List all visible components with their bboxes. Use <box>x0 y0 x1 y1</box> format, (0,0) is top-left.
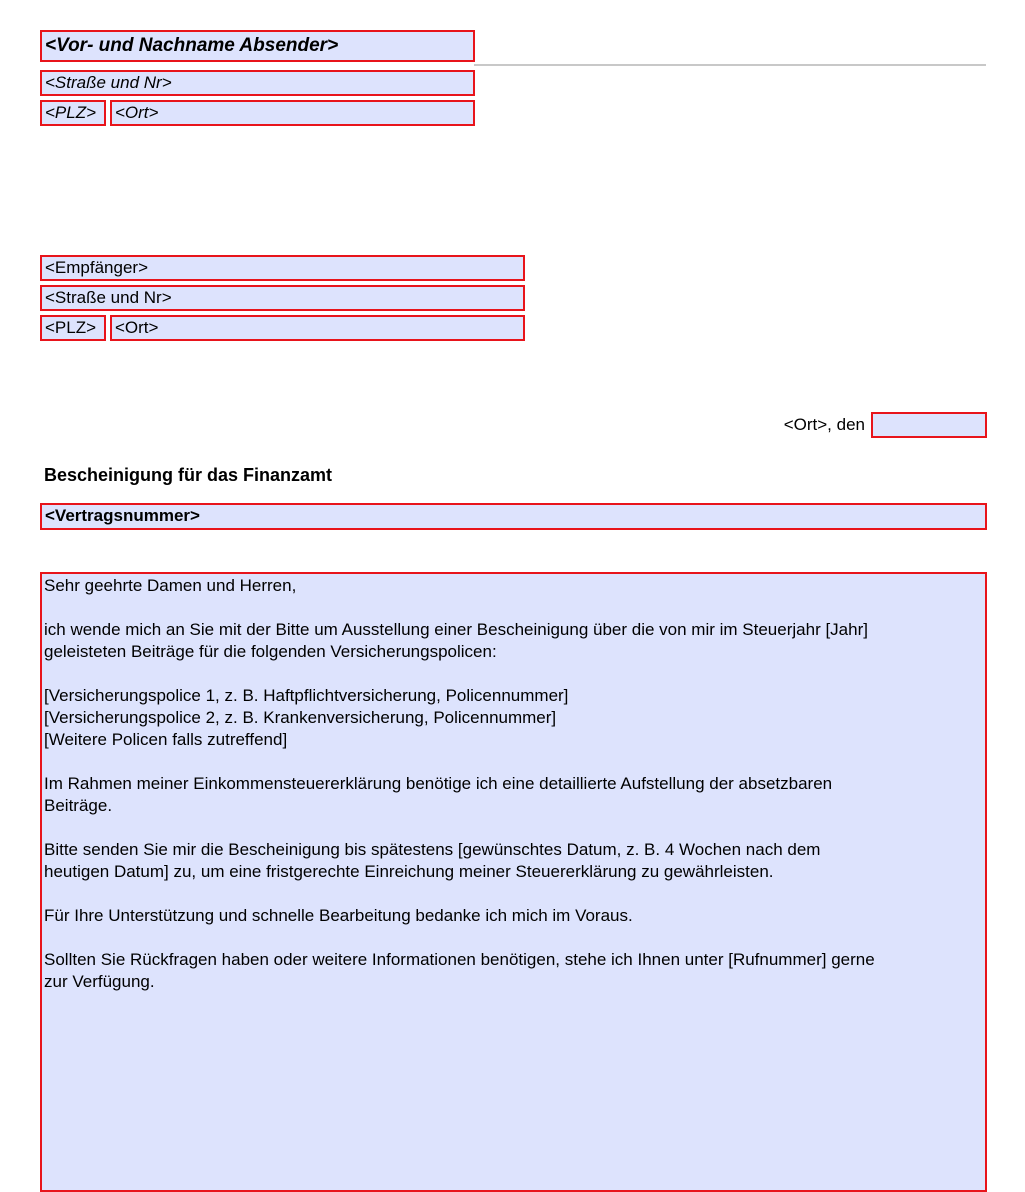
sender-street-field[interactable]: <Straße und Nr> <box>40 70 475 96</box>
place-date-label: <Ort>, den <box>783 415 865 434</box>
body-paragraph-tax-return: Im Rahmen meiner Einkommensteuererklärung benötige ich eine detaillierte Aufstellung der absetzbaren Beiträge. <box>44 774 833 815</box>
body-paragraph-deadline: Bitte senden Sie mir die Bescheinigung bis spätestens [gewünschtes Datum, z. B. 4 Wochen nach dem heutigen Datum] zu, um eine fristgerechte Einreichung meiner Steuererklärung zu gewährleisten. <box>44 840 821 881</box>
sender-city-field[interactable]: <Ort> <box>110 100 475 126</box>
recipient-zip-field[interactable]: <PLZ> <box>40 315 106 341</box>
letter-body-field[interactable] <box>40 572 987 1192</box>
body-paragraph-thanks: Für Ihre Unterstützung und schnelle Bearbeitung bedanke ich mich im Voraus. <box>44 906 633 925</box>
body-paragraph-policies: [Versicherungspolice 1, z. B. Haftpflichtversicherung, Policennummer] [Versicherungspolice 2, z. B. Krankenversicherung, Policennummer] [Weitere Policen falls zutreffend] <box>44 686 569 749</box>
body-paragraph-contact: Sollten Sie Rückfragen haben oder weitere Informationen benötigen, stehe ich Ihnen unter [Rufnummer] gerne zur Verfügung. <box>44 950 875 991</box>
sender-name-field[interactable]: <Vor- und Nachname Absender> <box>40 30 475 62</box>
salutation: Sehr geehrte Damen und Herren, <box>44 576 297 595</box>
sender-zip-field[interactable]: <PLZ> <box>40 100 106 126</box>
contract-number-field[interactable]: <Vertragsnummer> <box>40 503 987 530</box>
date-field[interactable] <box>871 412 987 438</box>
body-paragraph-request: ich wende mich an Sie mit der Bitte um Ausstellung einer Bescheinigung über die von mir im Steuerjahr [Jahr] geleisteten Beiträge für die folgenden Versicherungspolicen: <box>44 620 868 661</box>
recipient-street-field[interactable]: <Straße und Nr> <box>40 285 525 311</box>
subject-heading: Bescheinigung für das Finanzamt <box>44 465 333 485</box>
recipient-name-field[interactable]: <Empfänger> <box>40 255 525 281</box>
header-divider <box>474 64 986 66</box>
recipient-city-field[interactable]: <Ort> <box>110 315 525 341</box>
